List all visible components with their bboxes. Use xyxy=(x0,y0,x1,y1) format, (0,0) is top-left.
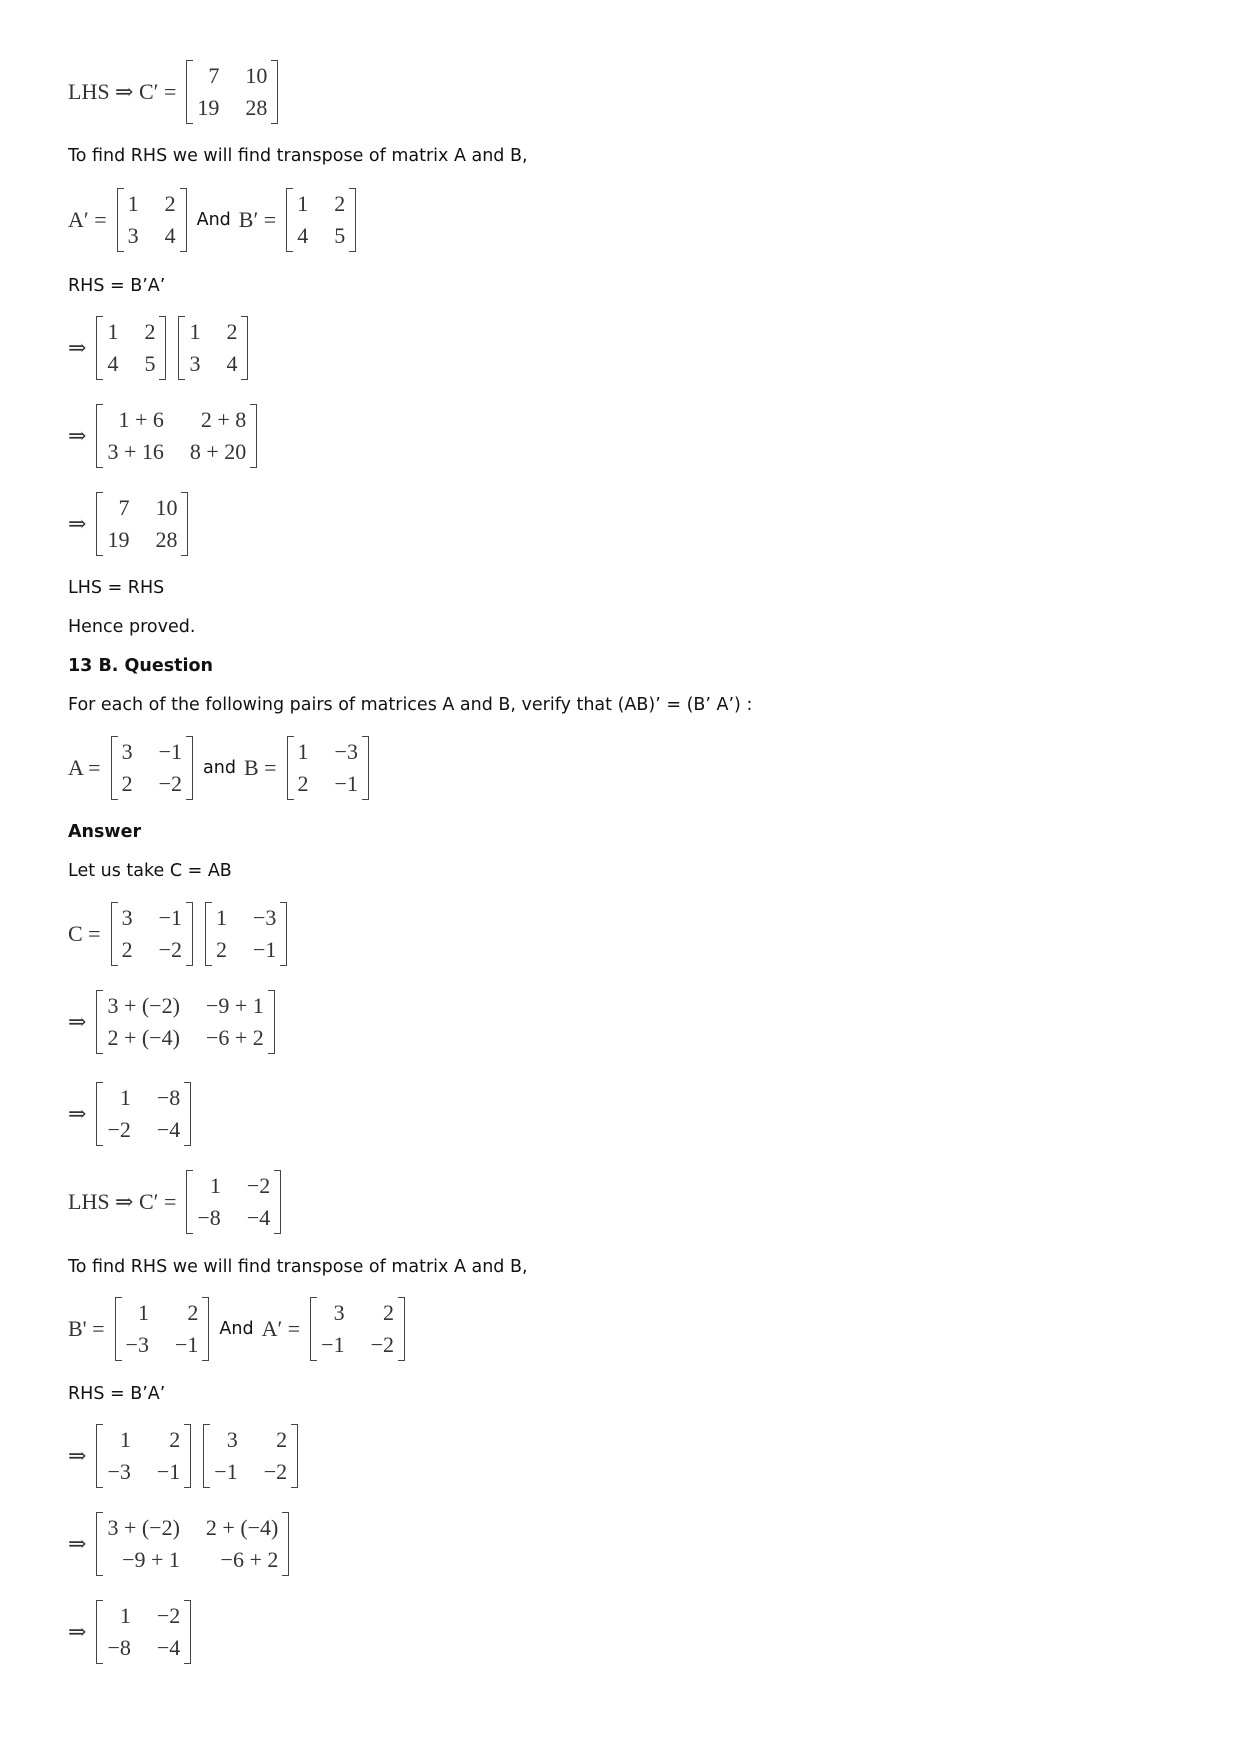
matrix-cell: 1 xyxy=(216,905,228,930)
matrix-cell: 2 xyxy=(276,1427,288,1452)
right-bracket xyxy=(184,1082,191,1146)
left-bracket xyxy=(96,990,103,1054)
left-bracket xyxy=(96,1082,103,1146)
left-bracket xyxy=(96,1512,103,1576)
left-bracket xyxy=(96,316,103,380)
matrix xyxy=(287,736,369,800)
right-bracket xyxy=(184,1600,191,1664)
text-line xyxy=(68,1257,528,1277)
text-line xyxy=(68,695,752,715)
matrix-cell: −2 xyxy=(263,1459,288,1484)
matrix-cell: 5 xyxy=(334,223,346,248)
right-bracket xyxy=(159,316,166,380)
matrix-cells xyxy=(103,1600,184,1664)
math-line xyxy=(68,188,366,252)
paragraph-text: For each of the following pairs of matrices A and B, verify that (AB)’ = (B’ A’) : xyxy=(68,695,753,715)
matrix-cells xyxy=(103,316,159,380)
text-line xyxy=(68,1384,165,1404)
matrix xyxy=(96,492,188,556)
text-line xyxy=(68,617,195,637)
matrix-cell: −4 xyxy=(246,1205,271,1230)
left-bracket xyxy=(96,1424,103,1488)
matrix-cell: 10 xyxy=(155,495,178,520)
right-bracket xyxy=(181,492,188,556)
left-bracket xyxy=(186,1170,193,1234)
math-expression: ⇒ xyxy=(68,511,87,536)
matrix xyxy=(203,1424,298,1488)
matrix-cell: 2 xyxy=(216,937,228,962)
section-heading: Answer xyxy=(68,822,142,842)
matrix-cells xyxy=(193,60,271,124)
matrix-cell: 2 xyxy=(226,319,238,344)
right-bracket xyxy=(282,1512,289,1576)
right-bracket xyxy=(362,736,369,800)
left-bracket xyxy=(286,188,293,252)
text-line xyxy=(68,861,232,881)
left-bracket xyxy=(111,902,118,966)
matrix-cells xyxy=(103,990,267,1054)
matrix-cell: −2 xyxy=(156,1603,181,1628)
matrix xyxy=(96,1424,191,1488)
math-line xyxy=(68,316,258,380)
matrix-cell: −1 xyxy=(174,1332,199,1357)
left-bracket xyxy=(115,1297,122,1361)
right-bracket xyxy=(184,1424,191,1488)
matrix-cell: −1 xyxy=(158,739,183,764)
math-line xyxy=(68,60,288,124)
math-expression: A′ = xyxy=(261,1316,301,1341)
left-bracket xyxy=(310,1297,317,1361)
right-bracket xyxy=(241,316,248,380)
left-bracket xyxy=(96,404,103,468)
matrix xyxy=(186,1170,281,1234)
left-bracket xyxy=(111,736,118,800)
matrix-cell: 2 xyxy=(121,937,133,962)
matrix-cell: −6 + 2 xyxy=(220,1547,279,1572)
matrix xyxy=(115,1297,210,1361)
matrix-cell: 2 xyxy=(334,191,346,216)
heading-line xyxy=(68,822,141,842)
math-line xyxy=(68,1512,299,1576)
matrix-cell: −1 xyxy=(321,1332,345,1357)
matrix-cell: 19 xyxy=(197,95,220,120)
math-line xyxy=(68,1600,201,1664)
matrix-cells xyxy=(122,1297,203,1361)
matrix xyxy=(286,188,356,252)
matrix-cell: 1 xyxy=(189,319,201,344)
matrix xyxy=(96,1600,191,1664)
matrix-cell: 2 xyxy=(121,771,133,796)
matrix-cell: −1 xyxy=(156,1459,181,1484)
matrix xyxy=(111,736,193,800)
matrix-cell: 1 xyxy=(127,191,139,216)
matrix-cell: −4 xyxy=(156,1635,181,1660)
math-expression: ⇒ xyxy=(68,335,87,360)
matrix-cell: 2 xyxy=(187,1300,199,1325)
paragraph-text: To find RHS we will find transpose of matrix A and B, xyxy=(68,146,528,166)
matrix-cell: 7 xyxy=(118,495,130,520)
math-line xyxy=(68,1170,291,1234)
matrix-cell: −8 xyxy=(197,1205,221,1230)
matrix xyxy=(178,316,248,380)
matrix-cell: 2 xyxy=(169,1427,181,1452)
math-expression: A = xyxy=(68,755,101,780)
matrix xyxy=(96,1082,191,1146)
matrix-cells xyxy=(210,1424,291,1488)
matrix-cell: 3 xyxy=(121,739,133,764)
section-heading: 13 B. Question xyxy=(68,656,213,676)
matrix-cell: 1 xyxy=(137,1300,149,1325)
math-expression: ⇒ xyxy=(68,1101,87,1126)
matrix-cell: 3 xyxy=(127,223,139,248)
matrix-cell: 1 xyxy=(119,1085,131,1110)
right-bracket xyxy=(180,188,187,252)
matrix-cell: −4 xyxy=(156,1117,181,1142)
matrix-cell: 2 xyxy=(144,319,156,344)
matrix-cell: 3 xyxy=(121,905,133,930)
matrix-cell: 1 xyxy=(297,739,309,764)
matrix-cell: −8 xyxy=(107,1635,131,1660)
matrix-cell: 19 xyxy=(107,527,130,552)
math-expression: C = xyxy=(68,921,101,946)
paragraph-text: LHS = RHS xyxy=(68,578,165,598)
matrix-cells xyxy=(103,1512,282,1576)
left-bracket xyxy=(178,316,185,380)
right-bracket xyxy=(274,1170,281,1234)
math-line xyxy=(68,1297,415,1361)
matrix-cell: 8 + 20 xyxy=(189,439,247,464)
matrix-cell: 2 + 8 xyxy=(200,407,247,432)
matrix-cells xyxy=(118,902,186,966)
matrix xyxy=(186,60,278,124)
matrix-cell: −1 xyxy=(253,937,277,962)
matrix xyxy=(96,990,274,1054)
matrix-cell: 1 xyxy=(107,319,119,344)
matrix-cells xyxy=(103,492,181,556)
matrix-cell: 1 + 6 xyxy=(118,407,164,432)
matrix-cell: 2 xyxy=(164,191,176,216)
paragraph-text: Let us take C = AB xyxy=(68,861,232,881)
math-expression: ⇒ xyxy=(68,423,87,448)
matrix-cell: −9 + 1 xyxy=(205,993,264,1018)
matrix-cell: 1 xyxy=(209,1173,221,1198)
matrix-cell: 2 + (−4) xyxy=(205,1515,279,1540)
matrix xyxy=(96,1512,289,1576)
matrix-cell: 2 xyxy=(297,771,309,796)
matrix xyxy=(96,404,257,468)
matrix-cells xyxy=(103,1424,184,1488)
matrix-cell: −3 xyxy=(253,905,277,930)
math-expression: A′ = xyxy=(68,207,107,232)
math-line xyxy=(68,990,285,1054)
matrix-cells xyxy=(185,316,241,380)
left-bracket xyxy=(96,492,103,556)
matrix-cell: −2 xyxy=(246,1173,271,1198)
right-bracket xyxy=(250,404,257,468)
left-bracket xyxy=(203,1424,210,1488)
matrix-cell: 1 xyxy=(297,191,309,216)
matrix-cell: −2 xyxy=(370,1332,395,1357)
math-expression: B' = xyxy=(68,1316,105,1341)
paragraph-text: To find RHS we will find transpose of matrix A and B, xyxy=(68,1257,528,1277)
matrix-cell: 2 xyxy=(383,1300,395,1325)
matrix-cell: −1 xyxy=(158,905,183,930)
math-expression: ⇒ xyxy=(68,1443,87,1468)
text-line xyxy=(68,578,164,598)
matrix-cell: −6 + 2 xyxy=(205,1025,264,1050)
matrix-cell: −3 xyxy=(107,1459,131,1484)
connector-text: And xyxy=(219,1319,254,1339)
math-line xyxy=(68,736,379,800)
right-bracket xyxy=(202,1297,209,1361)
math-expression: LHS ⇒ C′ = xyxy=(68,79,177,104)
matrix-cell: −1 xyxy=(334,771,358,796)
matrix-cell: 2 + (−4) xyxy=(107,1025,180,1050)
matrix-cell: −2 xyxy=(158,937,183,962)
matrix xyxy=(111,902,193,966)
math-expression: ⇒ xyxy=(68,1531,87,1556)
matrix-cell: −2 xyxy=(158,771,183,796)
matrix xyxy=(310,1297,405,1361)
right-bracket xyxy=(291,1424,298,1488)
matrix-cell: −3 xyxy=(334,739,358,764)
connector-text: And xyxy=(196,210,231,230)
text-line xyxy=(68,146,528,166)
math-expression: B = xyxy=(243,755,277,780)
matrix-cell: 1 xyxy=(119,1603,131,1628)
right-bracket xyxy=(398,1297,405,1361)
matrix xyxy=(205,902,287,966)
right-bracket xyxy=(280,902,287,966)
right-bracket xyxy=(186,736,193,800)
math-line xyxy=(68,492,198,556)
matrix-cell: −3 xyxy=(125,1332,149,1357)
matrix-cells xyxy=(118,736,186,800)
math-expression: LHS ⇒ C′ = xyxy=(68,1189,177,1214)
math-line xyxy=(68,1424,308,1488)
matrix-cells xyxy=(124,188,180,252)
matrix xyxy=(96,316,166,380)
connector-text: and xyxy=(203,758,236,778)
matrix-cells xyxy=(193,1170,274,1234)
right-bracket xyxy=(268,990,275,1054)
left-bracket xyxy=(117,188,124,252)
right-bracket xyxy=(271,60,278,124)
matrix-cell: 28 xyxy=(155,527,178,552)
matrix-cell: −1 xyxy=(214,1459,238,1484)
matrix-cell: 4 xyxy=(164,223,176,248)
left-bracket xyxy=(96,1600,103,1664)
matrix-cells xyxy=(317,1297,398,1361)
matrix-cell: 5 xyxy=(144,351,156,376)
matrix-cell: −8 xyxy=(156,1085,181,1110)
matrix-cell: 3 xyxy=(333,1300,345,1325)
math-line xyxy=(68,1082,201,1146)
matrix-cells xyxy=(293,188,349,252)
matrix-cell: 4 xyxy=(297,223,309,248)
matrix-cell: 3 xyxy=(226,1427,238,1452)
matrix-cells xyxy=(294,736,362,800)
matrix-cells xyxy=(103,404,250,468)
left-bracket xyxy=(186,60,193,124)
matrix-cell: −2 xyxy=(107,1117,131,1142)
paragraph-text: RHS = B’A’ xyxy=(68,1384,166,1404)
matrix xyxy=(117,188,187,252)
right-bracket xyxy=(186,902,193,966)
matrix-cell: 28 xyxy=(245,95,268,120)
matrix-cells xyxy=(212,902,280,966)
math-expression: ⇒ xyxy=(68,1009,87,1034)
right-bracket xyxy=(349,188,356,252)
matrix-cell: 3 + (−2) xyxy=(107,1515,180,1540)
left-bracket xyxy=(287,736,294,800)
matrix-cell: 4 xyxy=(226,351,238,376)
matrix-cells xyxy=(103,1082,184,1146)
matrix-cell: 10 xyxy=(245,63,268,88)
left-bracket xyxy=(205,902,212,966)
matrix-cell: 4 xyxy=(107,351,119,376)
paragraph-text: Hence proved. xyxy=(68,617,196,637)
math-line xyxy=(68,404,267,468)
matrix-cell: 1 xyxy=(119,1427,131,1452)
matrix-cell: 3 xyxy=(189,351,201,376)
text-line xyxy=(68,276,165,296)
heading-line xyxy=(68,656,213,676)
math-expression: ⇒ xyxy=(68,1619,87,1644)
math-line xyxy=(68,902,297,966)
matrix-cell: −9 + 1 xyxy=(122,1547,180,1572)
matrix-cell: 7 xyxy=(208,63,220,88)
matrix-cell: 3 + 16 xyxy=(107,439,164,464)
matrix-cell: 3 + (−2) xyxy=(107,993,180,1018)
paragraph-text: RHS = B’A’ xyxy=(68,276,166,296)
math-expression: B′ = xyxy=(238,207,277,232)
